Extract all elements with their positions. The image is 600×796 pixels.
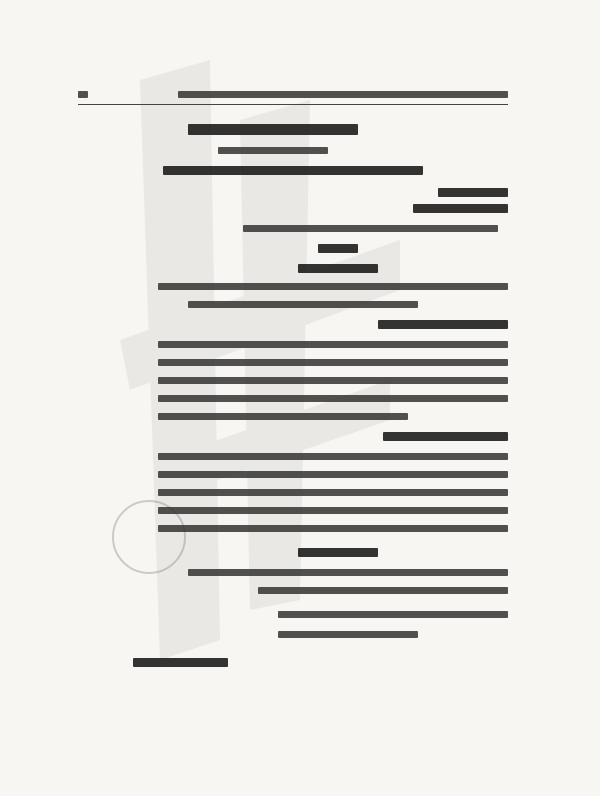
article-2-heading bbox=[78, 546, 508, 558]
para-12-line-1 bbox=[78, 450, 508, 462]
subtitle-1 bbox=[78, 144, 508, 156]
para-11-heading bbox=[78, 318, 508, 330]
para-11-line-4 bbox=[78, 392, 508, 404]
issued-line bbox=[78, 608, 508, 620]
para-12-line-4 bbox=[78, 504, 508, 516]
subtitle-2 bbox=[78, 164, 508, 176]
para-11-line-5 bbox=[78, 410, 508, 422]
dated-line bbox=[78, 628, 508, 640]
para-11-line-1 bbox=[78, 338, 508, 350]
article-2-line-1 bbox=[78, 566, 508, 578]
article-1-heading bbox=[78, 262, 508, 274]
president-line bbox=[78, 202, 508, 214]
signature bbox=[78, 656, 508, 668]
law-title bbox=[78, 122, 508, 134]
header-rule bbox=[78, 104, 508, 105]
decided-word bbox=[78, 242, 508, 254]
running-head bbox=[78, 88, 508, 100]
para-12-line-3 bbox=[78, 486, 508, 498]
para-12-line-5 bbox=[78, 522, 508, 534]
para-12-line-2 bbox=[78, 468, 508, 480]
para-11-line-3 bbox=[78, 374, 508, 386]
article-1-intro-1 bbox=[78, 280, 508, 292]
para-12-heading bbox=[78, 430, 508, 442]
enacting-clause bbox=[78, 222, 508, 234]
in-the-name bbox=[78, 186, 508, 198]
seal-line bbox=[78, 584, 508, 596]
article-1-intro-2 bbox=[78, 298, 508, 310]
para-11-line-2 bbox=[78, 356, 508, 368]
